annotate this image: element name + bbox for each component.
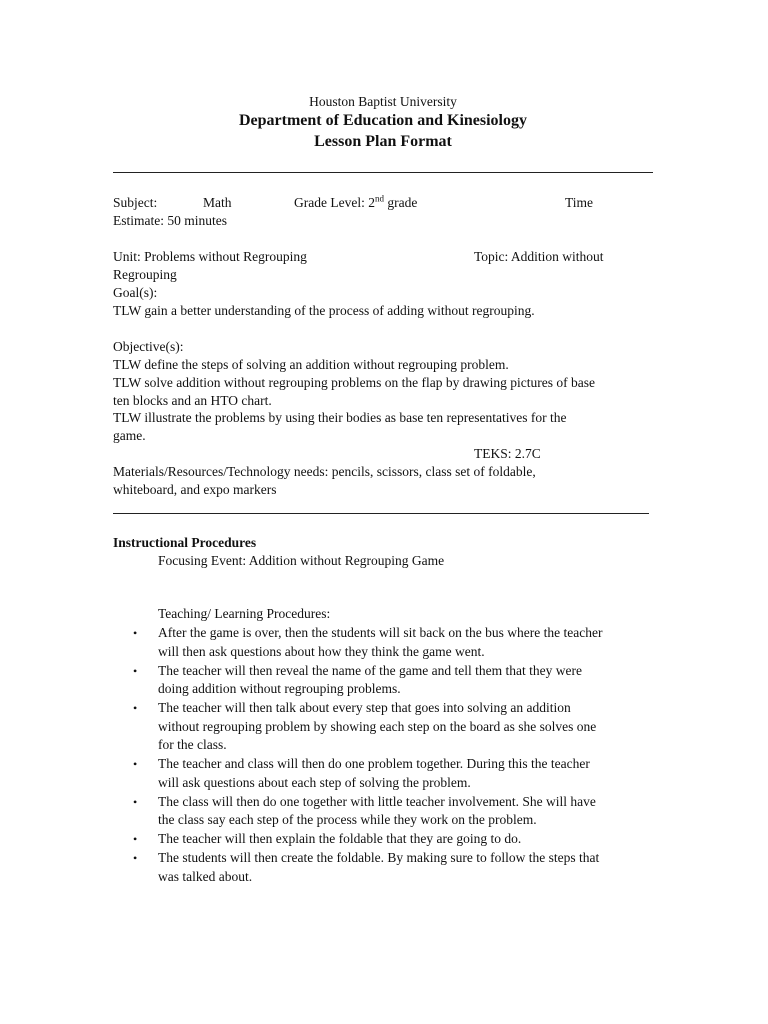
list-item-line: The teacher will then talk about every step that goes into solving an addition	[158, 700, 571, 715]
list-item-line: was talked about.	[158, 868, 253, 884]
list-item	[113, 793, 658, 830]
bullet: •	[133, 701, 138, 715]
list-item-line: The class will then do one together with little teacher involvement. She will have	[158, 793, 596, 809]
list-item	[113, 755, 658, 792]
bullet: •	[133, 626, 138, 640]
bullet: •	[133, 794, 138, 809]
materials-line: Materials/Resources/Technology needs: pencils, scissors, class set of foldable,	[113, 464, 536, 479]
goal-label: Goal(s):	[113, 285, 158, 300]
list-item	[113, 849, 658, 886]
list-item-line: doing addition without regrouping problems.	[158, 681, 401, 696]
materials-line: whiteboard, and expo markers	[113, 482, 277, 497]
list-item-line: The students will then create the foldable. By making sure to follow the steps that	[158, 850, 600, 865]
university-name: Houston Baptist University	[309, 94, 457, 109]
objective-line: TLW define the steps of solving an addition without regrouping problem.	[113, 357, 509, 372]
procedure-list	[113, 624, 658, 887]
list-item-line: The teacher and class will then do one problem together. During this the teacher	[158, 756, 590, 771]
list-item-line: The teacher will then reveal the name of the game and tell them that they were	[158, 662, 582, 678]
goal-text: TLW gain a better understanding of the process of adding without regrouping.	[113, 303, 535, 318]
objective-line: TLW solve addition without regrouping problems on the flap by drawing pictures of base	[113, 375, 596, 390]
subject-value: Math	[203, 195, 232, 210]
teks-code: TEKS: 2.7C	[474, 446, 541, 461]
topic-continuation: Regrouping	[113, 267, 177, 282]
list-item-line: will ask questions about each step of solving the problem.	[158, 774, 471, 790]
list-item-line: for the class.	[158, 737, 227, 752]
topic-text: Topic: Addition without	[474, 249, 604, 264]
divider-middle	[113, 513, 649, 514]
list-item	[113, 624, 658, 661]
list-item	[113, 662, 658, 699]
objective-line: TLW illustrate the problems by using their bodies as base ten representatives for the	[113, 410, 567, 425]
format-title: Lesson Plan Format	[314, 133, 452, 150]
grade-label: Grade Level: 2	[294, 195, 375, 210]
list-item	[113, 699, 658, 755]
bullet: •	[133, 851, 138, 865]
objective-line: game.	[113, 428, 146, 443]
objective-label: Objective(s):	[113, 339, 184, 354]
list-item-line: will then ask questions about how they think the game went.	[158, 643, 485, 659]
list-item-line: without regrouping problem by showing each step on the board as she solves one	[158, 718, 597, 734]
list-item-line: After the game is over, then the students will sit back on the bus where the teacher	[158, 625, 603, 640]
grade-sup: nd	[374, 193, 384, 204]
teaching-label: Teaching/ Learning Procedures:	[158, 606, 331, 621]
grade-suffix: grade	[383, 195, 418, 210]
unit-text: Unit: Problems without Regrouping	[113, 249, 307, 264]
list-item	[113, 830, 658, 849]
list-item-line: The teacher will then explain the foldable that they are going to do.	[158, 831, 522, 846]
subject-label: Subject:	[113, 195, 158, 210]
bullet: •	[133, 663, 138, 678]
grade-level	[294, 194, 417, 212]
department-title: Department of Education and Kinesiology	[238, 112, 527, 129]
procedures-heading: Instructional Procedures	[113, 535, 257, 550]
objective-line: ten blocks and an HTO chart.	[113, 393, 272, 408]
list-item-line: the class say each step of the process while they work on the problem.	[158, 812, 537, 827]
time-estimate: Estimate: 50 minutes	[113, 213, 227, 228]
bullet: •	[133, 832, 138, 846]
divider-top	[113, 172, 653, 173]
focusing-event: Focusing Event: Addition without Regrouping Game	[158, 553, 445, 568]
time-label: Time	[565, 195, 594, 210]
bullet: •	[133, 757, 138, 771]
